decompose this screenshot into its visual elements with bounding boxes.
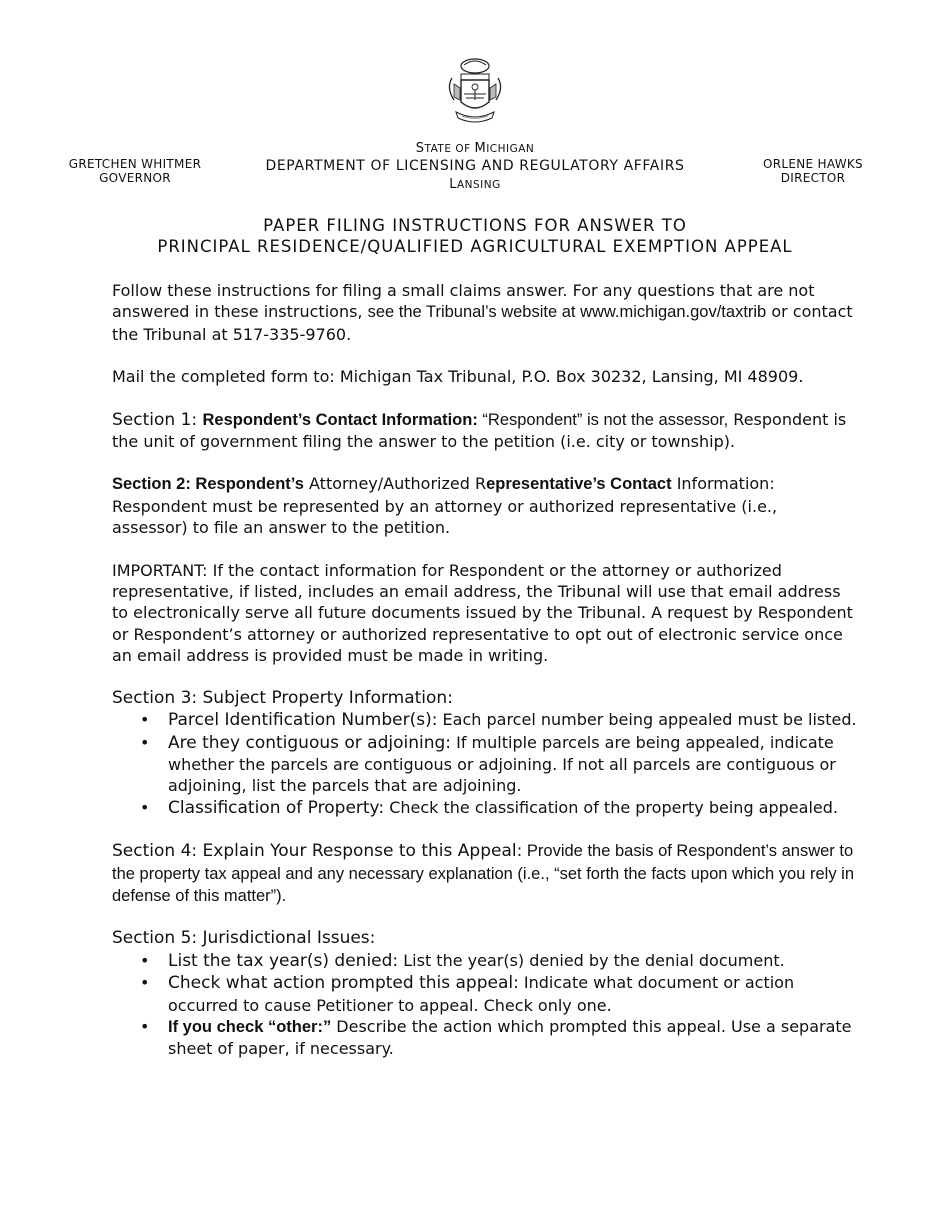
section-2-heading: Section 2: Respondent’s [112, 475, 304, 494]
section-5-heading: Section 5: Jurisdictional Issues: [112, 928, 376, 949]
section-4-paragraph: Section 4: Explain Your Response to this Appeal: Provide the basis of Respondent’s answer to the property tax appeal and any necessary explanation (i.e., “set forth the facts upon which you rely in defense of this matter”). [112, 841, 855, 905]
list-item: • Are they contiguous or adjoining: If multiple parcels are being appealed, indicate whether the parcels are contiguous or adjoining. If not all parcels are contiguous or adjoining, list the parcels that are adjoining. [168, 732, 857, 797]
list-item: • List the tax year(s) denied: List the year(s) denied by the denial document. [168, 950, 857, 972]
section-5-list [112, 950, 857, 1060]
list-item: • If you check “other:” Describe the action which prompted this appeal. Use a separate sheet of paper, if necessary. [168, 1016, 857, 1060]
section-3-heading: Section 3: Subject Property Information: [112, 687, 453, 708]
document-title-line-2: PRINCIPAL RESIDENCE/QUALIFIED AGRICULTURAL EXEMPTION APPEAL [157, 237, 793, 256]
list-item: • Check what action prompted this appeal: Indicate what document or action occurred to cause Petitioner to appeal. Check only one. [168, 972, 857, 1016]
governor-title: GOVERNOR [99, 171, 171, 185]
section-1-heading: Respondent’s Contact Information: [202, 410, 478, 429]
intro-paragraph: Follow these instructions for filing a small claims answer. For any questions that are not answered in these instructions, see the Tribunal’s website at www.michigan.gov/taxtrib or contact the Tribunal at 517-335-9760. [112, 281, 853, 344]
section-4-heading: Section 4: Explain Your Response to this Appeal: [112, 841, 523, 862]
director-title: DIRECTOR [780, 171, 846, 185]
director-name: ORLENE HAWKS [763, 157, 863, 171]
instructions-body [112, 280, 857, 1081]
mail-address-paragraph: Mail the completed form to: Michigan Tax Tribunal, P.O. Box 30232, Lansing, MI 48909. [112, 367, 804, 387]
document-title-line-1: PAPER FILING INSTRUCTIONS FOR ANSWER TO [263, 216, 687, 235]
governor-name: GRETCHEN WHITMER [68, 157, 202, 171]
state-line: STATE OF MICHIGAN [415, 141, 535, 156]
city-line: LANSING [449, 177, 501, 192]
list-item: • Classification of Property: Check the classification of the property being appealed. [168, 797, 857, 819]
list-item: • Parcel Identification Number(s): Each parcel number being appealed must be listed. [168, 709, 857, 731]
section-3-list [112, 709, 857, 819]
important-paragraph: IMPORTANT: If the contact information for Respondent or the attorney or authorized representative, if listed, includes an email address, the Tribunal will use that email address to electronically serve all future documents issued by the Tribunal. A request by Respondent or Respondent’s attorney or authorized representative to opt out of electronic service once an email address is provided must be made in writing. [112, 560, 853, 666]
governor-block [60, 157, 210, 185]
website-link[interactable]: see the Tribunal’s website at www.michigan.gov/taxtrib [367, 303, 767, 322]
michigan-state-seal-icon [444, 56, 506, 126]
director-block [742, 157, 884, 185]
section-1-paragraph: Section 1: Respondent’s Contact Information: “Respondent” is not the assessor, Respondent is the unit of government filing the answer to the petition (i.e. city or township). [112, 409, 847, 452]
department-name: DEPARTMENT OF LICENSING AND REGULATORY AFFAIRS [265, 158, 685, 174]
section-2-paragraph: Section 2: Respondent’s Attorney/Authorized Representative’s Contact Information: Respondent must be represented by an attorney or authorized representative (i.e., assessor) to file an answer to the petition. [112, 474, 778, 538]
